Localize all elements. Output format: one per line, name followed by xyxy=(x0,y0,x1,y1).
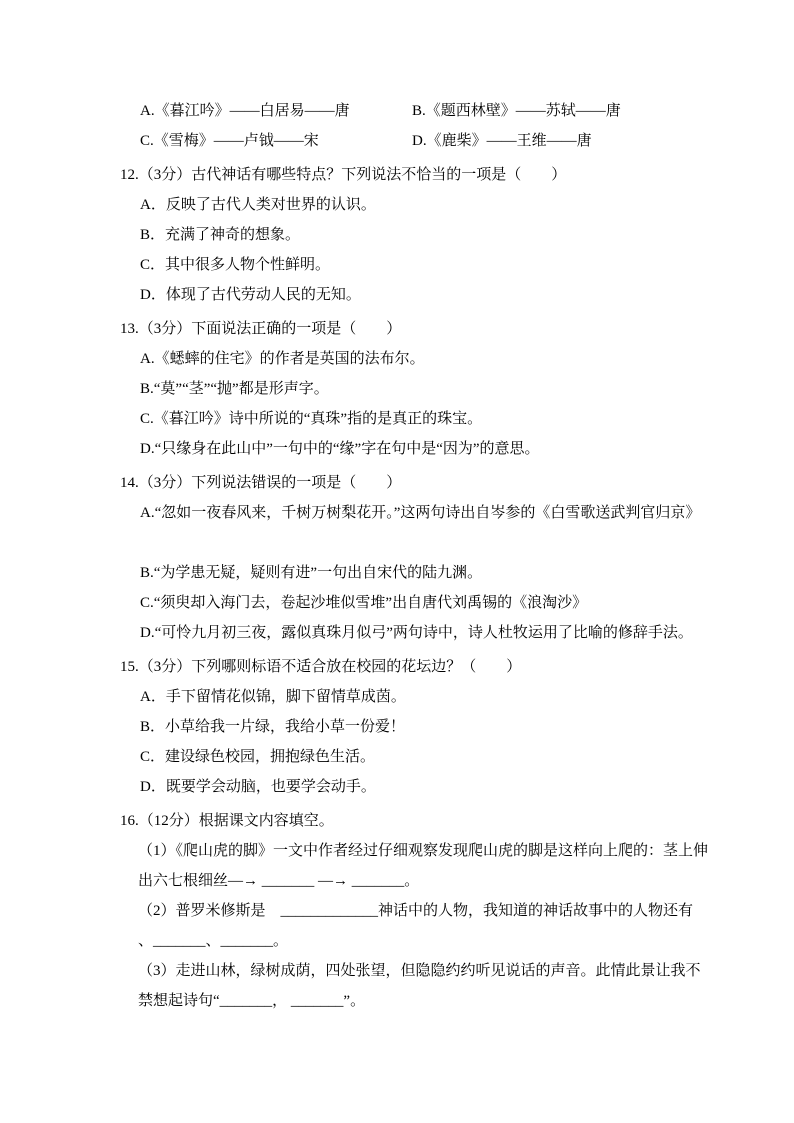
question-13-stem: 13.（3分）下面说法正确的一项是（ ） xyxy=(120,321,402,337)
question-16-part2-line2: 、_______、_______。 xyxy=(138,933,289,949)
question-15-stem: 15.（3分）下列哪则标语不适合放在校园的花坛边？（ ） xyxy=(120,659,522,675)
question-16-stem: 16.（12分）根据课文内容填空。 xyxy=(120,813,334,829)
q11-options-row-2 xyxy=(120,126,738,156)
question-12-stem: 12.（3分）古代神话有哪些特点？下列说法不恰当的一项是（ ） xyxy=(120,167,567,183)
question-14-option-a: A.“忽如一夜春风来，千树万树梨花开。”这两句诗出自岑参的《白雪歌送武判官归京》 xyxy=(140,505,701,521)
question-12-option-d: D．体现了古代劳动人民的无知。 xyxy=(140,287,361,303)
question-15-option-b: B．小草给我一片绿，我给小草一份爱！ xyxy=(140,719,406,735)
question-12-option-c: C．其中很多人物个性鲜明。 xyxy=(140,257,331,273)
question-12-option-a: A．反映了古代人类对世界的认识。 xyxy=(140,197,376,213)
q11-option-b: B.《题西林壁》——苏轼——唐 xyxy=(412,103,621,119)
question-16 xyxy=(120,806,738,1016)
question-13-option-d: D.“只缘身在此山中”一句中的“缘”字在句中是“因为”的意思。 xyxy=(140,441,540,457)
q11-option-d: D.《鹿柴》——王维——唐 xyxy=(412,133,592,149)
question-14-option-d: D.“可怜九月初三夜，露似真珠月似弓”两句诗中，诗人杜牧运用了比喻的修辞手法。 xyxy=(140,625,693,641)
question-14-option-b: B.“为学患无疑，疑则有进”一句出自宋代的陆九渊。 xyxy=(140,565,483,581)
question-13-option-c: C.《暮江吟》诗中所说的“真珠”指的是真正的珠宝。 xyxy=(140,411,483,427)
q11-option-a: A.《暮江吟》——白居易——唐 xyxy=(140,103,350,119)
question-16-part3-line1: （3）走进山林，绿树成荫，四处张望，但隐隐约约听见说话的声音。此情此景让我不 xyxy=(138,963,701,979)
question-16-part3-line2: 禁想起诗句“_______， _______”。 xyxy=(138,993,366,1009)
question-15 xyxy=(120,652,738,802)
question-14-stem: 14.（3分）下列说法错误的一项是（ ） xyxy=(120,475,402,491)
question-13-option-b: B.“莫”“茎”“抛”都是形声字。 xyxy=(140,381,329,397)
question-14-option-c: C.“须臾却入海门去，卷起沙堆似雪堆”出自唐代刘禹锡的《浪淘沙》 xyxy=(140,595,588,611)
question-12 xyxy=(120,160,738,310)
question-16-part2-line1: （2）普罗米修斯是 _____________神话中的人物，我知道的神话故事中的人物还有 xyxy=(138,903,694,919)
question-12-option-b: B．充满了神奇的想象。 xyxy=(140,227,301,243)
question-16-part1-line1: （1）《爬山虎的脚》一文中作者经过仔细观察发现爬山虎的脚是这样向上爬的：茎上伸 xyxy=(138,843,709,859)
question-15-option-d: D．既要学会动脑，也要学会动手。 xyxy=(140,779,376,795)
question-16-part1-line2: 出六七根细丝—→ _______ —→ _______。 xyxy=(138,873,420,889)
q11-option-c: C.《雪梅》——卢钺——宋 xyxy=(140,133,319,149)
q11-options-row-1 xyxy=(120,96,738,126)
question-13-option-a: A.《蟋蟀的住宅》的作者是英国的法布尔。 xyxy=(140,351,425,367)
question-15-option-c: C．建设绿色校园，拥抱绿色生活。 xyxy=(140,749,376,765)
question-15-option-a: A．手下留情花似锦，脚下留情草成茵。 xyxy=(140,689,406,705)
question-13 xyxy=(120,314,738,464)
question-14 xyxy=(120,468,738,648)
